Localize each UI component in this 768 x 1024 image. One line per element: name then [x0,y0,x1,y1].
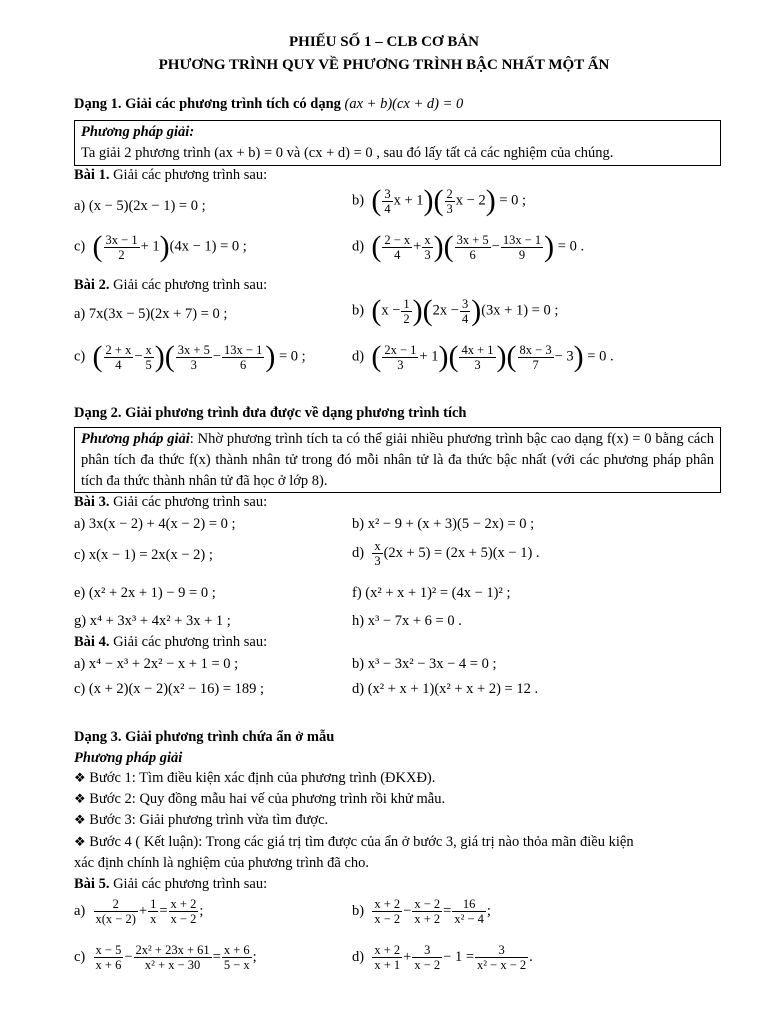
step-3: ❖ Bước 3: Giải phương trình vừa tìm được. [74,812,329,828]
bai-4-d: d) (x² + x + 1)(x² + x + 2) = 12 . [352,681,539,697]
bai-3-d: d) $\frac{x}{3}$ (2x + 5) = (2x + 5)(x − 1) . [352,539,540,568]
bai-3-e: e) (x² + 2x + 1) − 9 = 0 ; [74,585,216,601]
bai-2-heading: Bài 2. Giải các phương trình sau: [74,277,268,293]
section-1-title: Dạng 1. Giải các phương trình tích có dạng [74,96,341,112]
diamond-bullet-icon: ❖ [74,791,86,806]
section-2-method-box [74,427,721,493]
bai-2-a: a) 7x(3x − 5)(2x + 7) = 0 ; [74,306,228,322]
method-text: Ta giải 2 phương trình (ax + b) = 0 và (cx + d) = 0 , sau đó lấy tất cả các nghiệm của chúng. [81,145,614,161]
bai-4-b: b) x³ − 3x² − 3x − 4 = 0 ; [352,656,497,672]
step-4-cont: xác định chính là nghiệm của phương trình đã cho. [74,855,369,871]
bai-5-b: b) $\frac{x + 2}{x - 2}$ − $\frac{x - 2}{x + 2}$ = $\frac{16}{\text{x² − 4}}$ ; [352,897,491,926]
section-3-method-label: Phương pháp giải [74,750,183,766]
bai-5-c: c) $\frac{x - 5}{x + 6}$ − $\frac{\text{2x² + 23x + 61}}{\text{x² + x − 30}}$ = $\frac{x + 6}{5 - x}$ ; [74,943,257,972]
bai-3-a: a) 3x(x − 2) + 4(x − 2) = 0 ; [74,516,236,532]
diamond-bullet-icon: ❖ [74,834,86,849]
bai-5-a: a) $\frac{2}{x(x - 2)}$ + $\frac{1}{x}$ = $\frac{x + 2}{x - 2}$ ; [74,897,204,926]
method-label: Phương pháp giải [81,431,190,447]
section-1-formula: (ax + b)(cx + d) = 0 [344,96,464,112]
bai-3-b: b) x² − 9 + (x + 3)(5 − 2x) = 0 ; [352,516,535,532]
bai-2-c: c) ( $\frac{2 + x}{4}$ − $\frac{x}{5}$ )( $\frac{3x + 5}{3}$ − $\frac{13x - 1}{6}$ ) = 0 ; [74,340,306,373]
bai-3-c: c) x(x − 1) = 2x(x − 2) ; [74,547,213,563]
step-2: ❖ Bước 2: Quy đồng mẫu hai vế của phương trình rồi khử mẫu. [74,791,446,807]
section-1-heading [74,96,463,113]
bai-1-b: b) ( $\frac{3}{4}$ x + 1)( $\frac{2}{3}$ x − 2) = 0 ; [352,184,527,217]
section-2-heading: Dạng 2. Giải phương trình đưa được về dạng phương trình tích [74,405,467,421]
bai-3-g: g) x⁴ + 3x³ + 4x² + 3x + 1 ; [74,613,231,629]
bai-1-heading: Bài 1. Giải các phương trình sau: [74,167,268,183]
bai-3-h: h) x³ − 7x + 6 = 0 . [352,613,462,629]
bai-2-d: d) ( $\frac{2x - 1}{3}$ + 1)( $\frac{4x + 1}{3}$ )( $\frac{8x - 3}{7}$ − 3) = 0 . [352,340,614,373]
bai-4-heading: Bài 4. Giải các phương trình sau: [74,634,268,650]
worksheet-subtitle: PHƯƠNG TRÌNH QUY VỀ PHƯƠNG TRÌNH BẬC NHẤT MỘT ẨN [158,57,610,73]
step-4: ❖ Bước 4 ( Kết luận): Trong các giá trị tìm được của ẩn ở bước 3, giá trị nào thỏa mãn điều kiện [74,834,634,850]
section-3-heading: Dạng 3. Giải phương trình chứa ẩn ở mẫu [74,729,335,745]
bai-3-f: f) (x² + x + 1)² = (4x − 1)² ; [352,585,511,601]
bai-5-heading: Bài 5. Giải các phương trình sau: [74,876,268,892]
step-1: ❖ Bước 1: Tìm điều kiện xác định của phương trình (ĐKXĐ). [74,770,436,786]
bai-5-d: d) $\frac{x + 2}{x + 1}$ + $\frac{3}{x - 2}$ − 1 = $\frac{3}{\text{x² − x − 2}}$ . [352,943,533,972]
bai-4-c: c) (x + 2)(x − 2)(x² − 16) = 189 ; [74,681,265,697]
section-1-method-box [74,120,721,166]
bai-1-c: c) ( $\frac{3x - 1}{2}$ + 1)(4x − 1) = 0 ; [74,230,247,263]
bai-1-d: d) ( $\frac{2 - x}{4}$ + $\frac{x}{3}$ )( $\frac{3x + 5}{6}$ − $\frac{13x - 1}{9}$ ) = 0 . [352,230,585,263]
bai-1-a: a) (x − 5)(2x − 1) = 0 ; [74,198,206,214]
worksheet-title: PHIẾU SỐ 1 – CLB CƠ BẢN [288,34,480,50]
method-label: Phương pháp giải: [81,124,195,140]
bai-4-a: a) x⁴ − x³ + 2x² − x + 1 = 0 ; [74,656,239,672]
diamond-bullet-icon: ❖ [74,812,86,827]
diamond-bullet-icon: ❖ [74,770,86,785]
bai-2-b: b) (x − $\frac{1}{2}$ )(2x − $\frac{3}{4}$ )(3x + 1) = 0 ; [352,294,559,327]
method-text: : Nhờ phương trình tích ta có thể giải nhiều phương trình bậc cao dạng f(x) = 0 bằng cách phân tích đa thức f(x) thành nhân tử trong đó mỗi nhân tử là đa thức bậc nhất (với các phương pháp phân tích đa thức thành nhân tử đã học ở lớp 8). [81,431,714,489]
bai-3-heading: Bài 3. Giải các phương trình sau: [74,494,268,510]
